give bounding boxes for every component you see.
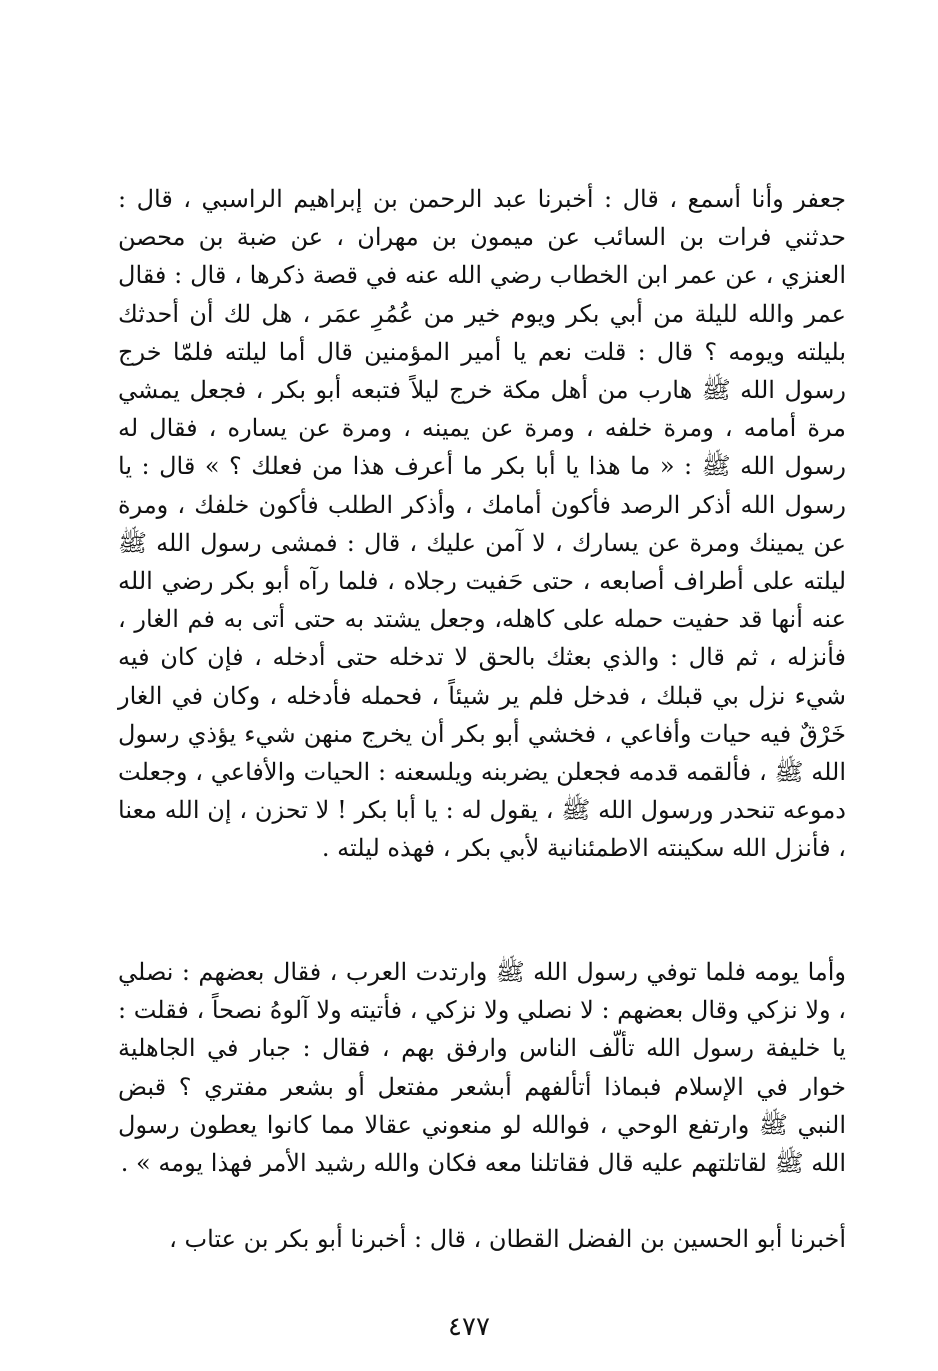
paragraph-umar-narration: جعفر وأنا أسمع ، قال : أخبرنا عبد الرحمن بن إبراهيم الراسبي ، قال : حدثني فرات بن السائب عن ميمون بن مهران ، عن ضبة بن محصن العنزي ، عن عمر ابن الخطاب رضي الله عنه في قصة ذكرها ، قال : فقال عمر والله لليلة من أبي بكر ويوم خير من عُمُرِ عمَر ، هل لك أن أحدثك بليلته ويومه ؟ قال : قلت نعم يا أمير المؤمنين قال أما ليلته فلمّا خرج رسول الله ﷺ هارب من أهل مكة خرج ليلاً فتبعه أبو بكر ، فجعل يمشي مرة أمامه ، ومرة خلفه ، ومرة عن يمينه ، ومرة عن يساره ، فقال له رسول الله ﷺ : « ما هذا يا أبا بكر ما أعرف هذا من فعلك ؟ » قال : يا رسول الله أذكر الرصد فأكون أمامك ، وأذكر الطلب فأكون خلفك ، ومرة عن يمينك ومرة عن يسارك ، لا آمن عليك ، قال : فمشى رسول الله ﷺ ليلته على أطراف أصابعه ، حتى حَفيت رجلاه ، فلما رآه أبو بكر رضي الله عنه أنها قد حفيت حمله على كاهله، وجعل يشتد به حتى أتى به فم الغار ، فأنزله ، ثم قال : والذي بعثك بالحق لا تدخله حتى أدخله ، فإن كان فيه شيء نزل بي قبلك ، فدخل فلم ير شيئاً ، فحمله فأدخله ، وكان في الغار خَرْقٌ فيه حيات وأفاعي ، فخشي أبو بكر أن يخرج منهن شيء يؤذي رسول الله ﷺ ، فألقمه قدمه فجعلن يضربنه ويلسعنه : الحيات والأفاعي ، وجعلت دموعه تنحدر ورسول الله ﷺ ، يقول له : يا أبا بكر ! لا تحزن ، إن الله معنا ، فأنزل الله سكينته الاطمئنانية لأبي بكر ، فهذه ليلته . <box>118 185 846 863</box>
paragraph-chain-of-narration: أخبرنا أبو الحسين بن الفضل القطان ، قال : أخبرنا أبو بكر بن عتاب ، <box>169 1225 846 1253</box>
page-number: ٤٧٧ <box>448 1312 490 1342</box>
paragraph-abu-bakr-day: وأما يومه فلما توفي رسول الله ﷺ وارتدت العرب ، فقال بعضهم : نصلي ، ولا نزكي وقال بعضهم : لا نصلي ولا نزكي ، فأتيته ولا آلوهُ نصحاً ، فقلت : يا خليفة رسول الله تألّف الناس وارفق بهم ، فقال : جبار في الجاهلية خوار في الإسلام فبماذا أتألفهم أبشعر مفتعل أو بشعر مفتري ؟ قبض النبي ﷺ وارتفع الوحي ، فوالله لو منعوني عقالا مما كانوا يعطون رسول الله ﷺ لقاتلتهم عليه قال فقاتلنا معه فكان والله رشيد الأمر فهذا يومه » . <box>118 958 846 1178</box>
